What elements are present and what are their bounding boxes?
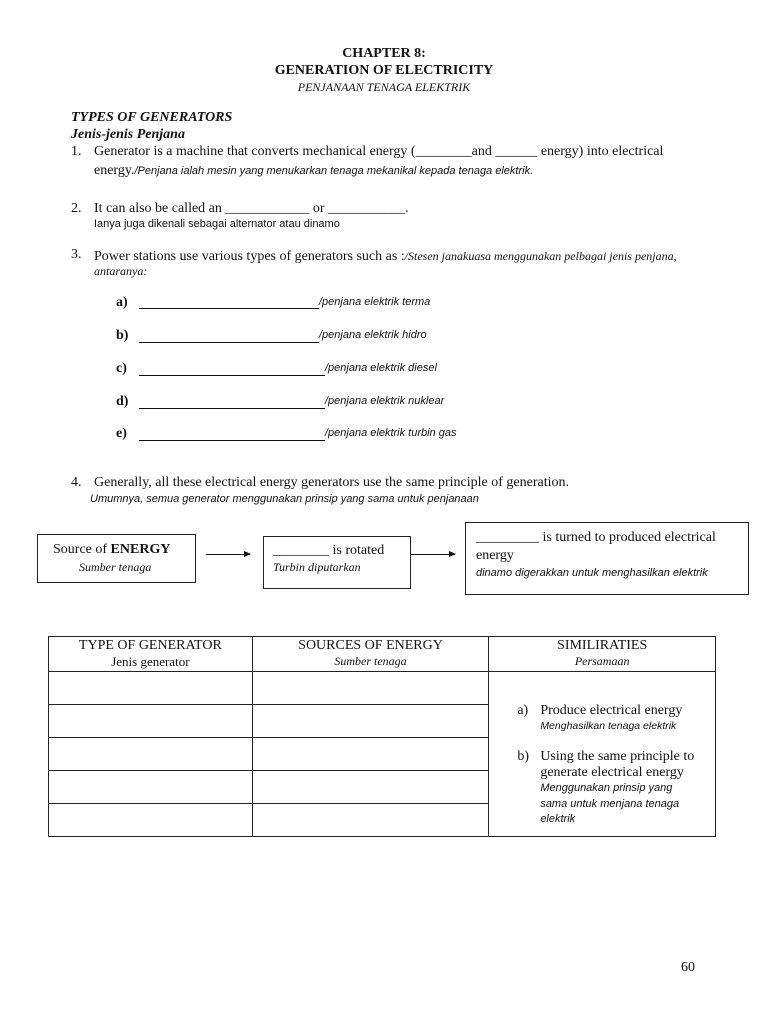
flow-turbine-malay: Turbin diputarkan: [273, 560, 361, 574]
table-header-similarities-malay: Persamaan: [574, 654, 630, 668]
question-4-text: Generally, all these electrical energy generators use the same principle of generation.: [94, 475, 570, 490]
chapter-label: CHAPTER 8:: [342, 46, 426, 61]
generator-table: [48, 636, 716, 837]
question-2-blank-1[interactable]: ____________: [225, 201, 310, 216]
table-cell-type[interactable]: [49, 804, 253, 837]
similarity-b-text-2: generate electrical energy: [540, 765, 684, 780]
question-1-blank-2[interactable]: ______: [495, 144, 538, 159]
question-4-number: 4.: [71, 475, 82, 490]
item-a-label: a): [116, 295, 128, 310]
table-header-row: [49, 637, 716, 672]
similarity-a-malay: Menghasilkan tenaga elektrik: [540, 720, 677, 732]
similarity-b-malay-3: elektrik: [540, 813, 576, 825]
table-cell-similarities: [489, 672, 716, 837]
flow-box-source-text: [53, 542, 170, 558]
table-row: [49, 672, 716, 705]
similarity-b-malay: Menggunakan prinsip yang: [540, 782, 673, 794]
flow-dynamo-malay: dinamo digerakkan untuk menghasilkan elektrik: [476, 567, 708, 579]
table-header-type: [49, 637, 253, 672]
question-2-blank-2[interactable]: ___________.: [328, 201, 409, 216]
similarity-b-malay-2: sama untuk menjana tenaga: [540, 798, 680, 810]
table-cell-source[interactable]: [252, 705, 489, 738]
item-e-answer-line[interactable]: [139, 440, 325, 441]
flow-box-dynamo: [465, 522, 749, 595]
flow-source-bold: ENERGY: [110, 542, 171, 557]
item-d-label: d): [116, 394, 129, 409]
item-e-malay: /penjana elektrik turbin gas: [325, 427, 457, 439]
question-2-number: 2.: [71, 201, 82, 216]
item-e-label: e): [116, 426, 127, 441]
item-a-malay: /penjana elektrik terma: [319, 296, 431, 308]
table-cell-source[interactable]: [252, 771, 489, 804]
table-cell-source[interactable]: [252, 738, 489, 771]
item-a-answer-line[interactable]: [139, 308, 319, 309]
table-header-type-malay: Jenis generator: [111, 654, 190, 669]
question-2-part1: It can also be called an: [94, 201, 226, 216]
question-2-part2: or: [309, 201, 329, 216]
table-cell-type[interactable]: [49, 705, 253, 738]
flow-box-dynamo-text: [476, 530, 716, 546]
similarity-a-text: Produce electrical energy: [540, 703, 683, 718]
table-cell-type[interactable]: [49, 738, 253, 771]
table-cell-source[interactable]: [252, 804, 489, 837]
similarity-b-text: Using the same principle to: [540, 749, 695, 764]
question-3-malay: /Stesen janakuasa menggunakan pelbagai jenis penjana,: [404, 249, 677, 263]
question-2-malay: Ianya juga dikenali sebagai alternator atau dinamo: [94, 218, 340, 230]
similarity-b-label: b): [517, 749, 529, 764]
item-d-answer-line[interactable]: [139, 408, 325, 409]
item-c-label: c): [116, 361, 127, 376]
flow-source-malay: Sumber tenaga: [79, 560, 152, 574]
question-1-part3: energy) into electrical: [537, 144, 664, 159]
flow-arrow-2: [411, 554, 455, 555]
section-heading: TYPES OF GENERATORS: [71, 110, 233, 125]
question-1-energy: energy.: [94, 163, 135, 178]
table-header-type-label: TYPE OF GENERATOR: [78, 638, 222, 653]
question-3-text: [94, 247, 677, 265]
flow-dynamo-label: is turned to produced electrical: [539, 530, 716, 545]
item-b-malay: /penjana elektrik hidro: [319, 329, 427, 341]
table-header-similarities-label: SIMILIRATIES: [557, 638, 648, 653]
flow-arrow-1: [206, 554, 250, 555]
table-cell-source[interactable]: [252, 672, 489, 705]
question-1-part2: and: [471, 144, 492, 159]
table-header-sources: [252, 637, 489, 672]
flow-dynamo-label-2: energy: [476, 548, 514, 563]
item-b-label: b): [116, 328, 129, 343]
question-3-number: 3.: [71, 247, 82, 262]
item-d-malay: /penjana elektrik nuklear: [325, 395, 445, 407]
question-2-text: [94, 201, 409, 217]
table-cell-type[interactable]: [49, 672, 253, 705]
flow-dynamo-blank[interactable]: _________: [476, 530, 539, 545]
flow-box-turbine: [263, 536, 411, 589]
page-title: GENERATION OF ELECTRICITY: [274, 63, 494, 78]
item-b-answer-line[interactable]: [139, 342, 319, 343]
table-cell-type[interactable]: [49, 771, 253, 804]
question-3-english: Power stations use various types of generators such as :: [94, 249, 405, 264]
page-subtitle: PENJANAAN TENAGA ELEKTRIK: [297, 80, 471, 94]
item-c-malay: /penjana elektrik diesel: [325, 362, 437, 374]
table-header-sources-label: SOURCES OF ENERGY: [298, 638, 443, 653]
question-1-part1: Generator is a machine that converts mechanical energy (: [94, 144, 416, 159]
page-number: 60: [681, 960, 695, 975]
question-1-blank-1[interactable]: ________: [415, 144, 472, 159]
flow-turbine-blank[interactable]: ________: [273, 543, 329, 558]
table-header-similarities: [489, 637, 716, 672]
table-header-sources-malay: Sumber tenaga: [334, 654, 407, 668]
flow-turbine-label: is rotated: [329, 543, 385, 558]
similarity-a-label: a): [517, 703, 529, 718]
question-1-line2: [94, 161, 533, 179]
question-1-number: 1.: [71, 144, 82, 159]
question-4-malay: Umumnya, semua generator menggunakan prinsip yang sama untuk penjanaan: [90, 493, 479, 505]
flow-box-turbine-text: [273, 543, 384, 559]
flow-source-label: Source of: [53, 542, 111, 557]
flow-box-source: [37, 534, 196, 583]
question-1-text: [94, 144, 663, 160]
item-c-answer-line[interactable]: [139, 375, 325, 376]
section-heading-malay: Jenis-jenis Penjana: [71, 127, 185, 142]
question-1-malay: /Penjana ialah mesin yang menukarkan tenaga mekanikal kepada tenaga elektrik.: [134, 165, 534, 177]
question-3-malay-2: antaranya:: [94, 264, 148, 278]
